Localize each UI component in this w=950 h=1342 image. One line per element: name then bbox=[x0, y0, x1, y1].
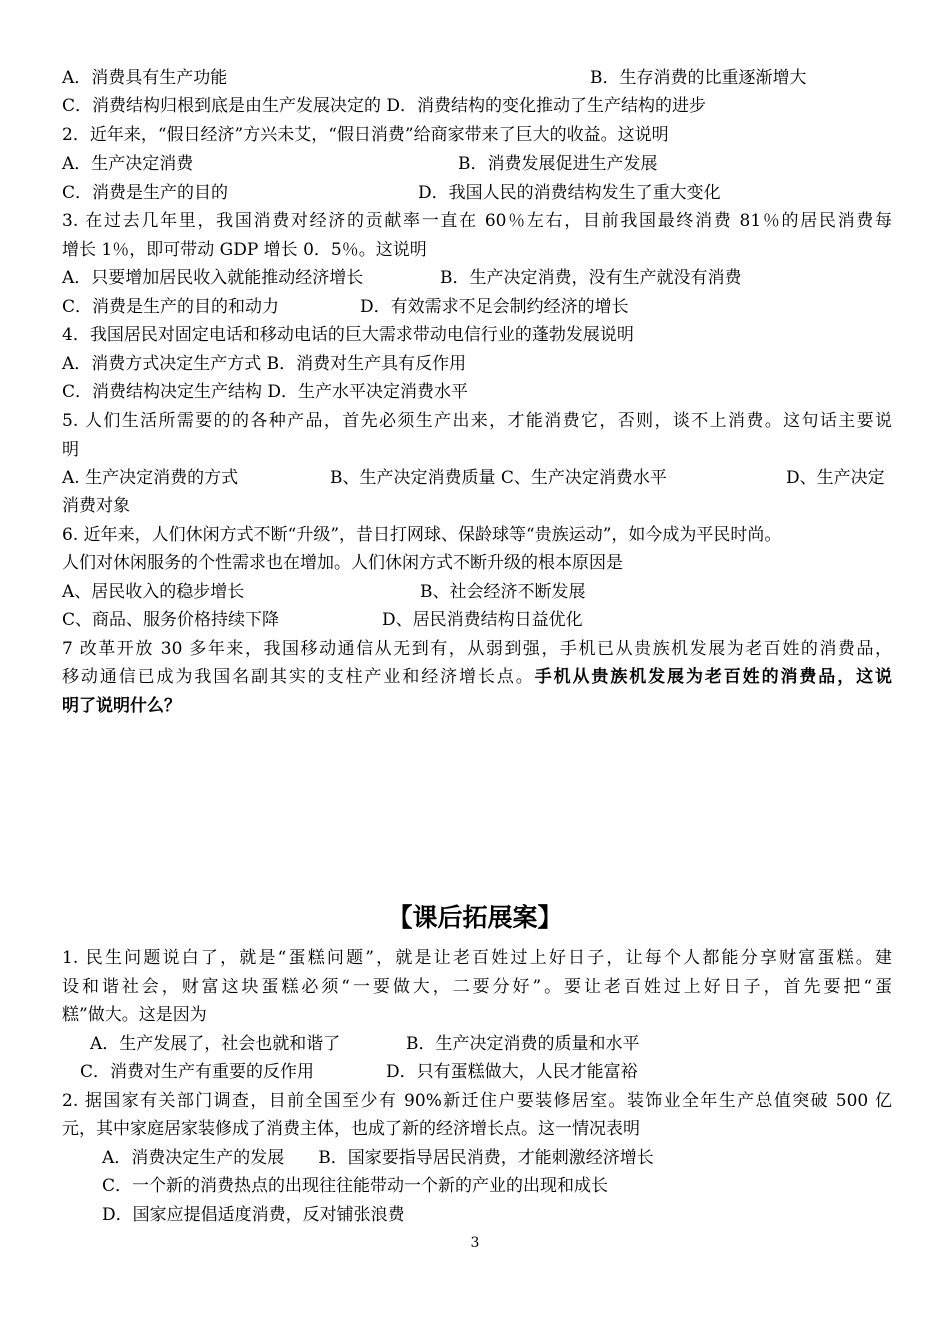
q7-line1: 7 改革开放 30 多年来，我国移动通信从无到有，从弱到强，手机已从贵族机发展为老百姓的消费品， bbox=[62, 639, 892, 659]
q3-option-a: A．只要增加居民收入就能推动经济增长 bbox=[62, 268, 364, 288]
q2-option-row-ab bbox=[62, 150, 892, 178]
q4-stem: 4．我国居民对固定电话和移动电话的巨大需求带动电信行业的蓬勃发展说明 bbox=[62, 325, 634, 345]
section-title: 【课后拓展案】 bbox=[387, 903, 563, 932]
q3-option-c: C．消费是生产的目的和动力 bbox=[62, 297, 280, 317]
e1-option-a: A．生产发展了，社会也就和谐了 bbox=[90, 1034, 341, 1054]
page-number: 3 bbox=[470, 1235, 480, 1251]
q6-stem-line1: 6. 近年来，人们休闲方式不断“升级”，昔日打网球、保龄球等“贵族运动”，如今成为平民时尚。 bbox=[62, 525, 782, 545]
q5-option-d-continued: 消费对象 bbox=[62, 496, 130, 516]
q7-line3: 明了说明什么？ bbox=[62, 696, 181, 716]
e1-stem-line3: 糕”做大。这是因为 bbox=[62, 1005, 207, 1025]
q3-option-row-ab bbox=[62, 264, 892, 292]
q3-stem-line1: 3. 在过去几年里，我国消费对经济的贡献率一直在 60％左右，目前我国最终消费 81％的居民消费每 bbox=[62, 211, 892, 231]
e1-stem-line1: 1. 民生问题说白了，就是“蛋糕问题”，就是让老百姓过上好日子，让每个人都能分享财富蛋糕。建 bbox=[62, 948, 892, 968]
q4-option-row-ab: A．消费方式决定生产方式 B．消费对生产具有反作用 bbox=[62, 354, 467, 374]
q2-stem: 2．近年来，“假日经济”方兴未艾，“假日消费”给商家带来了巨大的收益。这说明 bbox=[62, 125, 669, 145]
q7-line2: 移动通信已成为我国名副其实的支柱产业和经济增长点。手机从贵族机发展为老百姓的消费品，这说 bbox=[62, 667, 892, 687]
q1-option-row-ab bbox=[62, 64, 892, 92]
q6-option-c: C、商品、服务价格持续下降 bbox=[62, 610, 280, 630]
e2-option-d: D．国家应提倡适度消费，反对铺张浪费 bbox=[102, 1205, 405, 1225]
e2-stem-line2: 元，其中家庭居家装修成了消费主体，也成了新的经济增长点。这一情况表明 bbox=[62, 1119, 640, 1139]
q6-stem-line2: 人们对休闲服务的个性需求也在增加。人们休闲方式不断升级的根本原因是 bbox=[62, 553, 623, 573]
q2-option-d: D．我国人民的消费结构发生了重大变化 bbox=[418, 183, 721, 203]
q5-stem-line1: 5. 人们生活所需要的的各种产品，首先必须生产出来，才能消费它，否则，谈不上消费。这句话主要说 bbox=[62, 411, 892, 431]
q6-option-row-cd bbox=[62, 606, 892, 634]
q3-option-row-cd bbox=[62, 293, 892, 321]
q6-option-a: A、居民收入的稳步增长 bbox=[62, 582, 245, 602]
q6-option-b: B、社会经济不断发展 bbox=[420, 582, 586, 602]
q5-stem-line2: 明 bbox=[62, 440, 79, 460]
q3-stem-line2: 增长 1％，即可带动 GDP 增长 0．5％。这说明 bbox=[62, 240, 427, 260]
q7-question: 手机从贵族机发展为老百姓的消费品，这说 bbox=[534, 667, 892, 687]
q6-option-d: D、居民消费结构日益优化 bbox=[382, 610, 583, 630]
e1-option-d: D．只有蛋糕做大，人民才能富裕 bbox=[386, 1062, 638, 1082]
q4-option-row-cd: C．消费结构决定生产结构 D．生产水平决定消费水平 bbox=[62, 382, 469, 402]
e1-stem-line2: 设和谐社会，财富这块蛋糕必须“一要做大，二要分好”。要让老百姓过上好日子，首先要把“蛋 bbox=[62, 977, 892, 997]
q1-option-b: B．生存消费的比重逐渐增大 bbox=[590, 68, 807, 88]
q2-option-c: C．消费是生产的目的 bbox=[62, 183, 229, 203]
q2-option-b: B．消费发展促进生产发展 bbox=[458, 154, 658, 174]
q6-option-row-ab bbox=[62, 578, 892, 606]
e2-option-row-ab: A．消费决定生产的发展 B．国家要指导居民消费，才能刺激经济增长 bbox=[102, 1148, 654, 1168]
e1-option-c: C．消费对生产有重要的反作用 bbox=[80, 1062, 315, 1082]
e1-option-b: B．生产决定消费的质量和水平 bbox=[406, 1034, 640, 1054]
q5-option-row bbox=[62, 464, 892, 492]
q3-option-d: D．有效需求不足会制约经济的增长 bbox=[360, 297, 629, 317]
q1-option-cd: C．消费结构归根到底是由生产发展决定的 D．消费结构的变化推动了生产结构的进步 bbox=[62, 96, 707, 116]
q2-option-a: A．生产决定消费 bbox=[62, 154, 194, 174]
q2-option-row-cd bbox=[62, 179, 892, 207]
q5-option-a: A. 生产决定消费的方式 bbox=[62, 468, 239, 488]
q1-option-a: A．消费具有生产功能 bbox=[62, 68, 228, 88]
e1-option-row-cd bbox=[62, 1058, 892, 1086]
e2-stem-line1: 2. 据国家有关部门调查，目前全国至少有 90%新迁住户要装修居室。装饰业全年生产总值突破 500 亿 bbox=[62, 1091, 892, 1111]
q5-option-d: D、生产决定 bbox=[786, 468, 885, 488]
e2-option-c: C．一个新的消费热点的出现往往能带动一个新的产业的出现和成长 bbox=[102, 1176, 609, 1196]
q3-option-b: B．生产决定消费，没有生产就没有消费 bbox=[440, 268, 742, 288]
e1-option-row-ab bbox=[62, 1030, 892, 1058]
q1-option-row-cd bbox=[62, 92, 892, 120]
q5-option-bc: B、生产决定消费质量 C、生产决定消费水平 bbox=[330, 468, 667, 488]
